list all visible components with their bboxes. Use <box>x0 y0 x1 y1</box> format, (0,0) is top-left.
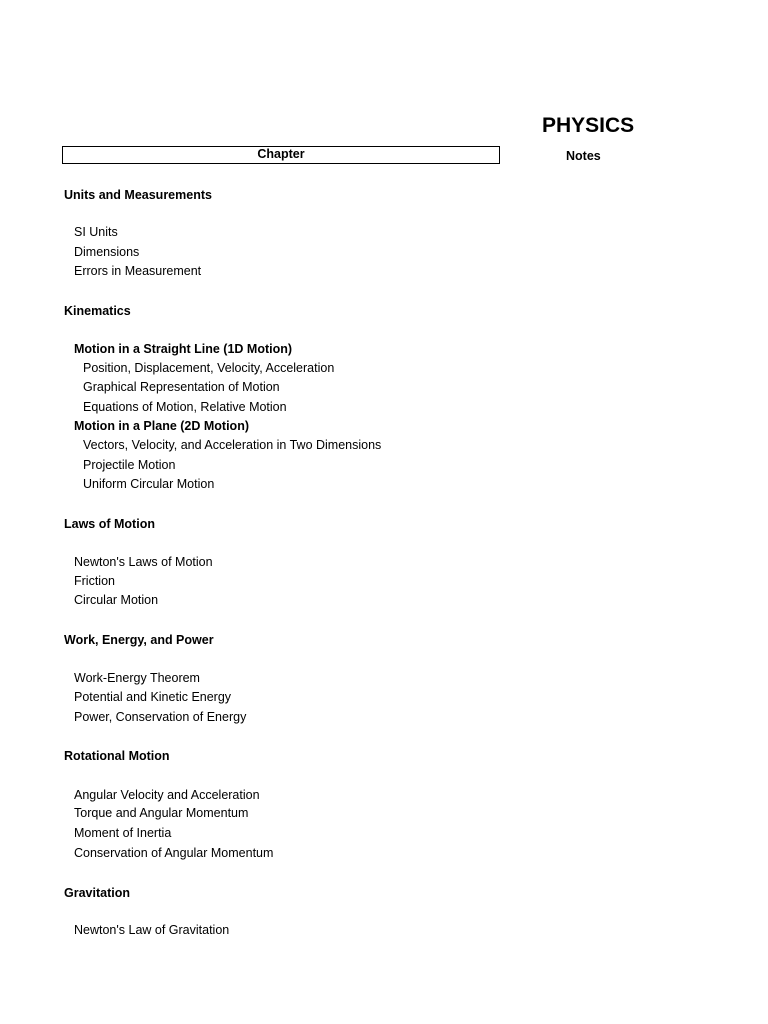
subsection-heading-2d-motion: Motion in a Plane (2D Motion) <box>74 419 249 433</box>
topic-item: Circular Motion <box>74 593 159 607</box>
topic-item: Friction <box>74 574 115 588</box>
topic-item: Errors in Measurement <box>74 264 202 278</box>
notes-header-label: Notes <box>566 149 601 163</box>
chapter-heading-work-energy-power: Work, Energy, and Power <box>64 633 214 647</box>
topic-item: Newton's Laws of Motion <box>74 555 213 569</box>
topic-item: Conservation of Angular Momentum <box>74 846 274 860</box>
chapter-heading-laws-of-motion: Laws of Motion <box>64 517 155 531</box>
chapter-header-label: Chapter <box>257 147 305 161</box>
topic-item: Equations of Motion, Relative Motion <box>83 400 287 414</box>
topic-item: Dimensions <box>74 245 140 259</box>
topic-item: Angular Velocity and Acceleration <box>74 788 260 802</box>
topic-item: SI Units <box>74 225 118 239</box>
topic-item: Graphical Representation of Motion <box>83 380 280 394</box>
subsection-heading-1d-motion: Motion in a Straight Line (1D Motion) <box>74 342 293 356</box>
topic-item: Uniform Circular Motion <box>83 477 215 491</box>
chapter-heading-kinematics: Kinematics <box>64 304 131 318</box>
topic-item: Work-Energy Theorem <box>74 671 200 685</box>
topic-item: Power, Conservation of Energy <box>74 710 247 724</box>
chapter-header-box <box>62 146 500 164</box>
topic-item: Moment of Inertia <box>74 826 172 840</box>
topic-item: Potential and Kinetic Energy <box>74 690 232 704</box>
topic-item: Newton's Law of Gravitation <box>74 923 230 937</box>
chapter-heading-units: Units and Measurements <box>64 188 212 202</box>
topic-item: Projectile Motion <box>83 458 176 472</box>
chapter-heading-gravitation: Gravitation <box>64 886 130 900</box>
page-title: PHYSICS <box>542 114 635 137</box>
chapter-heading-rotational-motion: Rotational Motion <box>64 749 170 763</box>
topic-item: Position, Displacement, Velocity, Acceleration <box>83 361 335 375</box>
topic-item: Torque and Angular Momentum <box>74 806 249 820</box>
topic-item: Vectors, Velocity, and Acceleration in Two Dimensions <box>83 438 382 452</box>
